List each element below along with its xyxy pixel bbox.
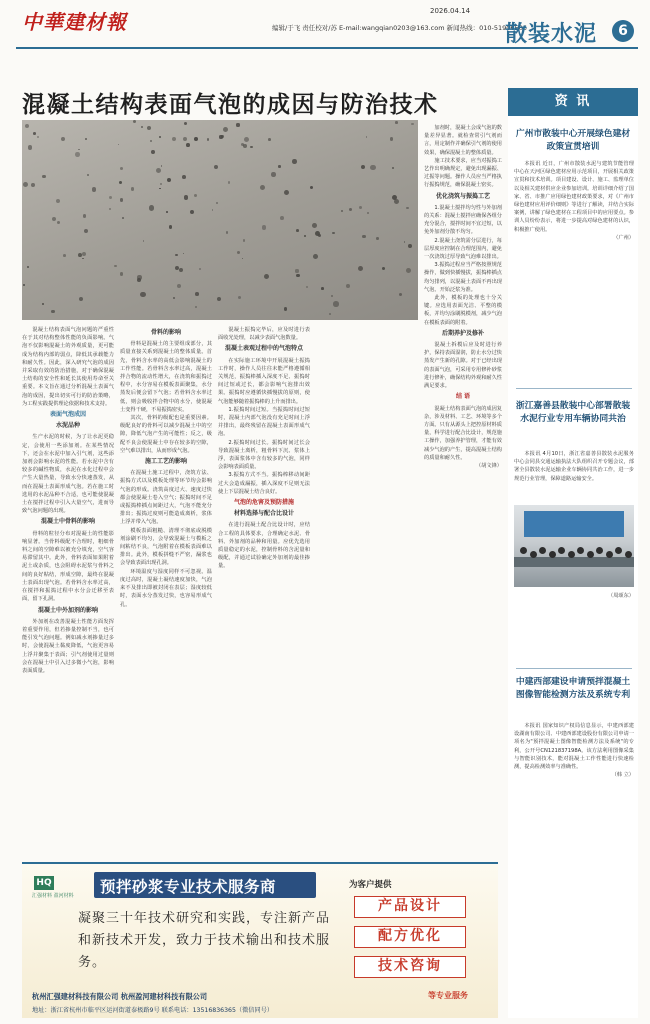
news-item-title: 浙江嘉善县散装中心部署散装水泥行业专用车辆协同共治: [515, 401, 631, 424]
air-bubble-pore: [133, 120, 136, 123]
attendee-silhouette: [577, 547, 584, 554]
body-paragraph: 生产水泥的时候，为了让水泥更稳定，会使用一些添加剂。在某些情况下，还会在水泥中加入引气剂，这些添加剂会影响水泥的性能。若水泥中含有较多的碱性物质，水泥在水化过程中会产生大量热量，导致水分快速蒸发，从而在混凝土表面形成气泡。若在施工时选用的水泥品种不合适，也可能使混凝土在搅拌过程中引入大量空气，进而导致气泡问题的出现。: [22, 434, 114, 515]
air-bubble-pore: [341, 210, 344, 213]
air-bubble-pore: [280, 216, 284, 220]
sidebar-divider: [516, 388, 632, 389]
air-bubble-pore: [392, 167, 394, 169]
page-number-badge: 6: [612, 20, 634, 42]
air-bubble-pore: [75, 152, 80, 157]
air-bubble-pore: [195, 292, 199, 296]
service-product-design: 产品设计: [354, 896, 466, 918]
air-bubble-pore: [329, 313, 331, 315]
attendee-silhouette: [606, 551, 613, 558]
attendee-silhouette: [596, 547, 603, 554]
air-bubble-pore: [31, 183, 35, 187]
air-bubble-pore: [52, 217, 56, 221]
air-bubble-pore: [296, 229, 299, 232]
body-paragraph: 在混凝土施工过程中，浇筑方法、振捣方式以及模板处理等环节均会影响气泡的形成。浇筑高度过大、速度过快都会使混凝土卷入空气；振捣时间不足或振捣棒插点间距过大，气泡不能充分排出；振捣过度则可能造成离析，浆体上浮并带入气泡。: [120, 470, 212, 526]
news-item-byline: （韩 立）: [611, 772, 634, 779]
air-bubble-pore: [159, 136, 162, 139]
air-bubble-pore: [304, 235, 306, 237]
news-item-body: [514, 160, 634, 382]
air-bubble-pore: [184, 195, 189, 200]
news-item-title: 中建西部建设申请预拌混凝土图像智能检测方法及系统专利: [515, 677, 631, 700]
subheading: 水泥品种: [55, 422, 80, 430]
air-bubble-pore: [61, 137, 65, 141]
air-bubble-pore: [120, 167, 123, 170]
air-bubble-pore: [118, 144, 120, 146]
air-bubble-pore: [242, 258, 244, 260]
section-heading: 表面气泡成因: [49, 411, 86, 419]
air-bubble-pore: [284, 307, 287, 310]
air-bubble-pore: [310, 186, 313, 189]
attendee-silhouette: [615, 547, 622, 554]
section-heading: 结 语: [455, 393, 471, 401]
issue-date: 2026.04.14: [430, 7, 471, 15]
air-bubble-pore: [318, 234, 322, 238]
news-item-text: 本报讯 4月10日，浙江省嘉善县散装水泥服务中心会同县交通运输执法大队组织召开专题会议，部署全县散装水泥运输企业车辆协同共治工作，进一步规范行业管理，保障道路运输安全。: [514, 451, 634, 482]
air-bubble-pore: [169, 225, 172, 228]
air-bubble-pore: [321, 287, 324, 290]
subheading: 骨料的影响: [150, 329, 181, 336]
air-bubble-pore: [349, 208, 352, 211]
air-bubble-pore: [167, 178, 171, 182]
air-bubble-pore: [78, 149, 80, 151]
company-logo: HQ: [34, 876, 54, 890]
air-bubble-pore: [370, 165, 375, 170]
air-bubble-pore: [221, 135, 224, 138]
air-bubble-pore: [238, 296, 241, 299]
body-paragraph: 骨料的粒径分布对混凝土的性能影响显著。当骨料级配不合理时，粗细骨料之间的空隙难以被充分填充，空气容易滞留其中。此外，骨料表面如果附着泥土或杂质，也会阻碍水泥浆与骨料之间的良好粘结，形成空隙，最终在混凝土表面出现气泡。若骨料含水率过高，在搅拌和振捣过程中水分会迁移至表面，留下孔洞。: [22, 530, 114, 603]
body-paragraph: 混凝土振捣完毕后，应及时进行表面收光处理，以减少表面气泡数量。: [218, 327, 310, 342]
subheading: 后期养护及修补: [441, 329, 484, 337]
air-bubble-pore: [131, 187, 135, 191]
body-paragraph: 施工技术要求，应当对振捣工艺作出明确规定，避免出现漏振、过振等问题。操作人员应当严格执行振捣规范，确保混凝土密实。: [424, 157, 502, 189]
news-item-byline: （周颂东）: [608, 593, 634, 599]
article-column-3: [218, 326, 310, 854]
subheading: 混凝土中骨料的影响: [40, 518, 95, 526]
air-bubble-pore: [271, 172, 275, 176]
air-bubble-pore: [114, 265, 117, 268]
air-bubble-pore: [85, 138, 87, 140]
ad-title: 预拌砂浆专业技术服务商: [100, 878, 277, 896]
article-headline: 混凝土结构表面气泡的成因与防治技术: [22, 92, 439, 118]
air-bubble-pore: [264, 274, 269, 279]
air-bubble-pore: [109, 208, 111, 210]
air-bubble-pore: [161, 165, 163, 167]
article-byline: （胡文锋）: [476, 462, 502, 469]
air-bubble-pore: [172, 137, 176, 141]
air-bubble-pore: [27, 266, 29, 268]
air-bubble-pore: [367, 212, 369, 214]
air-bubble-pore: [362, 235, 365, 238]
air-bubble-pore: [23, 182, 28, 187]
air-bubble-pore: [57, 221, 60, 224]
air-bubble-pore: [361, 165, 365, 169]
air-bubble-pore: [212, 209, 214, 211]
air-bubble-pore: [37, 136, 39, 138]
air-bubble-pore: [149, 205, 154, 210]
news-item-text: 本报讯 国家知识产权局信息显示，中建西部建设湖南有限公司、中建西部建设股份有限公司申请一项名为"预拌混凝土图像智能检测方法及系统"的专利，公开号CN121837198A。该方法利用图像采集与智能识别技术，能对混凝土工作性能进行快速检测，提高检测效率与准确性。: [514, 723, 634, 771]
air-bubble-pore: [143, 240, 145, 242]
ad-slogan: 凝聚三十年技术研究和实践，专注新产品和新技术开发，致力于技术输出和技术服务。: [78, 911, 331, 970]
meeting-screen: [524, 511, 624, 537]
air-bubble-pore: [358, 266, 363, 271]
body-paragraph: 加剂时，混凝土会成气泡的数量差异显著。就检查常引气剂而言，用定制作并确保引气剂的使用效果，确保混凝土的整体质量。: [424, 125, 502, 156]
news-item-body: [514, 450, 634, 500]
air-bubble-pore: [51, 310, 54, 313]
body-paragraph: 2.振捣时间过长。振捣时间过长会导致混凝土离析，粗骨料下沉、浆体上浮，表面浆体中含有较多的气泡，同样会影响表面质量。: [218, 439, 310, 471]
attendee-silhouette: [549, 551, 556, 558]
service-formula-optimization: 配方优化: [354, 926, 466, 948]
attendee-silhouette: [625, 551, 632, 558]
subheading: 优化浇筑与振捣工艺: [435, 192, 490, 200]
body-paragraph: 1.振捣时间过短。当振捣时间过短时，混凝土内部气泡没有充足时间上浮并排出，最终残留在混凝土表面形成气泡。: [218, 406, 310, 438]
concrete-surface-photo: [22, 120, 418, 320]
attendee-silhouette: [568, 551, 575, 558]
air-bubble-pore: [183, 253, 185, 255]
air-bubble-pore: [395, 121, 398, 124]
air-bubble-pore: [366, 136, 368, 138]
air-bubble-pore: [92, 187, 97, 192]
air-bubble-pore: [166, 211, 168, 213]
air-bubble-pore: [376, 237, 379, 240]
air-bubble-pore: [278, 165, 280, 167]
air-bubble-pore: [23, 284, 25, 286]
air-bubble-pore: [109, 196, 112, 199]
masthead-divider: [16, 47, 638, 49]
air-bubble-pore: [312, 223, 317, 228]
air-bubble-pore: [120, 198, 123, 201]
air-bubble-pore: [333, 301, 338, 306]
air-bubble-pore: [175, 254, 177, 256]
air-bubble-pore: [226, 231, 228, 233]
news-item-title: 广州市散装中心开展绿色建材政策宣贯培训: [515, 129, 631, 152]
air-bubble-pore: [177, 284, 181, 288]
body-paragraph: 模板表面粗糙、清理不彻底或脱模剂涂刷不均匀，会导致混凝土与模板之间粘结不良，气泡附着在模板表面难以排出。此外，模板拼缝不严密，漏浆也会导致表面出现孔洞。: [120, 527, 212, 567]
air-bubble-pore: [194, 137, 198, 141]
attendee-silhouette: [530, 551, 537, 558]
air-bubble-pore: [195, 306, 197, 308]
air-bubble-pore: [119, 181, 122, 184]
air-bubble-pore: [250, 146, 253, 149]
air-bubble-pore: [179, 268, 183, 272]
news-sidebar-header: 资 讯: [508, 88, 638, 116]
air-bubble-pore: [42, 175, 45, 178]
subheading: 材料选择与配合比设计: [233, 510, 294, 518]
air-bubble-pore: [295, 269, 298, 272]
meeting-table: [514, 557, 634, 567]
advertisement[interactable]: [22, 862, 498, 1018]
body-paragraph: 3.振捣方式不当。振捣棒移动间距过大会造成漏振，插入深度不足则无法使上下层混凝土结合良好。: [218, 472, 310, 495]
air-bubble-pore: [120, 272, 123, 275]
air-bubble-pore: [156, 168, 161, 173]
air-bubble-pore: [359, 206, 362, 209]
air-bubble-pore: [331, 295, 333, 297]
air-bubble-pore: [406, 207, 408, 209]
air-bubble-pore: [147, 126, 151, 130]
air-bubble-pore: [390, 137, 394, 141]
ad-service-heading: 为客户提供: [349, 880, 392, 890]
air-bubble-pore: [33, 132, 36, 135]
air-bubble-pore: [82, 258, 84, 260]
air-bubble-pore: [214, 165, 218, 169]
news-item-text: 本报讯 近日，广州市散装水泥与建筑节能管理中心在天河区绿色建材应用示范项目，开展相关政策宣贯和技术培训。项目建设、设计、施工、监理单位以及相关建材供应企业参加培训。培训详细介绍了国家、省、市推广应用绿色建材政策要求，对《广州市绿色建材应用评价细则》等进行了解读，并结合实际案例，讲解了绿色建材在工程项目中的应用要点。参训人员纷纷表示，将进一步提高对绿色建材的认识，积极推广使用。: [514, 161, 634, 233]
air-bubble-pore: [284, 190, 289, 195]
ad-contact-address: 地址：浙江省杭州市临平区运河街道泰极路9号 联系电话：13516836365（微信同号）: [32, 1007, 274, 1014]
air-bubble-pore: [237, 251, 240, 254]
newspaper-logo: 中華建材報: [22, 10, 127, 34]
ad-company-names: 杭州汇强建材科技有限公司 杭州盈河建材科技有限公司: [32, 992, 208, 1001]
air-bubble-pore: [137, 278, 141, 282]
air-bubble-pore: [243, 144, 247, 148]
air-bubble-pore: [122, 217, 124, 219]
article-column-1: [22, 326, 114, 854]
intro-paragraph: 混凝土结构表面气泡问题的严重性在于其对结构整体性能的负面影响。气泡不仅影响混凝土的外观质量，更可能成为结构内部的弱点，降低其承载能力和耐久性。因此，深入研究气泡的成因并采取有效的防治措施，对于确保混凝土结构的安全性和延长其使用寿命至关重要。本文旨在通过分析混凝土表面气泡的成因，提出切实可行的防治策略，为工程实践提供理论依据和技术支持。: [22, 327, 114, 407]
air-bubble-pore: [42, 303, 44, 305]
air-bubble-pore: [140, 292, 145, 297]
air-bubble-pore: [399, 293, 402, 296]
body-paragraph: 环境温度与湿度同样不可忽视。温度过高时，混凝土凝结速度加快，气泡来不及排出即被封闭在表层；湿度较低时，表面水分蒸发过快，也容易形成气孔。: [120, 568, 212, 608]
air-bubble-pore: [306, 286, 308, 288]
subheading: 混凝土中外加剂的影响: [37, 606, 98, 614]
air-bubble-pore: [217, 297, 221, 301]
ad-tagline: 等专业服务: [428, 991, 468, 1000]
body-paragraph: 在进行混凝土配合比设计时，应结合工程的具体要求，合理确定水泥、骨料、外加剂的品种和用量。应优先选用质量稳定的水泥，控制骨料的含泥量和级配，并通过试验确定外加剂的最佳掺量。: [218, 522, 310, 570]
attendee-silhouette: [539, 547, 546, 554]
air-bubble-pore: [141, 126, 143, 128]
body-paragraph: 在实际施工环境中开展混凝土振捣工作时，操作人员往往未能严格遵循相关规范，振捣棒插入深度不足、振捣时间过短或过长，都会影响气泡排出效果。振捣时应遵循快插慢拔的原则，使气泡能够随着振捣棒的上升而排出。: [218, 357, 310, 405]
air-bubble-pore: [82, 252, 86, 256]
news-item-body: [514, 592, 634, 664]
air-bubble-pore: [296, 274, 299, 277]
air-bubble-pore: [160, 183, 163, 186]
air-bubble-pore: [394, 199, 399, 204]
subheading: 混凝土表观过程中的气泡特点: [224, 345, 303, 353]
body-paragraph: 外加剂在改善混凝土性能方面发挥着重要作用，但若掺量控制不当，也可能引发气泡问题。例如减水剂掺量过多时，会使混凝土黏度降低，气泡更容易上浮并聚集于表面；引气剂使用过量则会在混凝土中引入过多微小气泡，影响表面质量。: [22, 618, 114, 674]
air-bubble-pore: [150, 140, 152, 142]
news-item-body: [514, 722, 634, 1014]
air-bubble-pore: [207, 138, 210, 141]
body-paragraph: 混凝土拆模后应及时进行养护，保持表面湿润，防止水分过快蒸发产生新的孔隙。对于已经出现的表面气泡，可采用专用修补砂浆进行修补，确保结构外观和耐久性满足要求。: [424, 342, 502, 390]
air-bubble-pore: [262, 225, 267, 230]
air-bubble-pore: [346, 284, 350, 288]
air-bubble-pore: [87, 174, 89, 176]
company-logo-caption: 汇强材料 盈河材料: [32, 893, 74, 899]
body-paragraph: 2.混凝土浇筑需分层进行，每层厚度应控制在合理范围内，避免一次浇筑过厚导致气泡难以排出。: [424, 237, 502, 261]
air-bubble-pore: [382, 267, 385, 270]
attendee-silhouette: [587, 551, 594, 558]
air-bubble-pore: [313, 254, 318, 259]
air-bubble-pore: [159, 188, 161, 190]
article-column-4: [424, 124, 502, 854]
air-bubble-pore: [228, 181, 230, 183]
air-bubble-pore: [292, 159, 297, 164]
subheading: 施工工艺的影响: [144, 458, 187, 466]
body-paragraph: 其次，骨料的级配也是重要因素。级配良好的骨料可以减少混凝土中的空隙，降低气泡产生的可能性；反之，级配不良会使混凝土中存在较多的空隙，空气难以排出，从而形成气泡。: [120, 415, 212, 454]
air-bubble-pore: [79, 297, 83, 301]
section-heading: 气泡的危害及预防措施: [233, 499, 294, 507]
air-bubble-pore: [216, 202, 218, 204]
air-bubble-pore: [183, 137, 188, 142]
air-bubble-pore: [411, 123, 414, 126]
body-paragraph: 骨料是混凝土的主要组成部分，其质量直接关系到混凝土的整体质量。首先，骨料含水率的高低会影响混凝土的工作性能。若骨料含水率过高，混凝土拌合物的流动性增大，在浇筑和振捣过程中，水分容易在模板表面聚集，水分蒸发后便会留下气泡；若骨料含水率过低，则会吸收拌合物中的水分，使混凝土变得干硬，不易振捣密实。: [120, 341, 212, 413]
air-bubble-pore: [182, 175, 186, 179]
air-bubble-pore: [223, 127, 228, 132]
article-column-2: [120, 326, 212, 854]
section-title: 散装水泥: [505, 22, 598, 47]
body-paragraph: 3.振捣过程应当严格按照规范操作，做到快插慢拔，振捣棒插点均匀排列，以混凝土表面不再出现气泡、开始泛浆为准。: [424, 262, 502, 293]
air-bubble-pore: [268, 138, 271, 141]
air-bubble-pore: [56, 199, 60, 203]
air-bubble-pore: [28, 145, 32, 149]
air-bubble-pore: [332, 232, 334, 234]
air-bubble-pore: [243, 239, 245, 241]
air-bubble-pore: [83, 214, 86, 217]
editor-contact-line: 编辑/于飞 责任校对/苏 E-mail:wangqian0203@163.com 新闻热线：010-51906505: [272, 24, 527, 32]
body-paragraph: 此外，模板的处理也十分关键。应选用表面光洁、平整的模板，并均匀涂刷脱模剂，减少气泡在模板表面的附着。: [424, 295, 502, 326]
body-paragraph: 混凝土结构表面气泡的成因复杂，涉及材料、工艺、环境等多个方面。只有从源头上把控原材料质量，科学进行配合比设计，规范施工操作，加强养护管理，才能有效减少气泡的产生，提高混凝土结构的质量和耐久性。: [424, 405, 502, 461]
service-technical-consulting: 技术咨询: [354, 956, 466, 978]
body-paragraph: 1.混凝土搅拌均匀性与外加剂的关系：混凝土搅拌应确保各组分充分混合，搅拌时间不宜过短，以免外加剂分散不均匀。: [424, 204, 502, 236]
air-bubble-pore: [78, 253, 82, 257]
air-bubble-pore: [236, 123, 239, 126]
air-bubble-pore: [25, 124, 29, 128]
air-bubble-pore: [190, 210, 194, 214]
masthead: [0, 0, 650, 48]
air-bubble-pore: [408, 244, 412, 248]
air-bubble-pore: [186, 143, 190, 147]
air-bubble-pore: [244, 137, 249, 142]
air-bubble-pore: [151, 150, 155, 154]
air-bubble-pore: [184, 122, 187, 125]
air-bubble-pore: [260, 185, 265, 190]
air-bubble-pore: [194, 194, 197, 197]
air-bubble-pore: [199, 268, 201, 270]
air-bubble-pore: [173, 297, 176, 300]
attendee-silhouette: [558, 547, 565, 554]
air-bubble-pore: [404, 241, 406, 243]
attendee-silhouette: [520, 547, 527, 554]
air-bubble-pore: [406, 268, 411, 273]
air-bubble-pore: [63, 254, 66, 257]
meeting-photo: [514, 505, 634, 587]
sidebar-divider: [516, 668, 632, 669]
news-item-byline: （广州）: [613, 234, 634, 241]
air-bubble-pore: [84, 229, 88, 233]
